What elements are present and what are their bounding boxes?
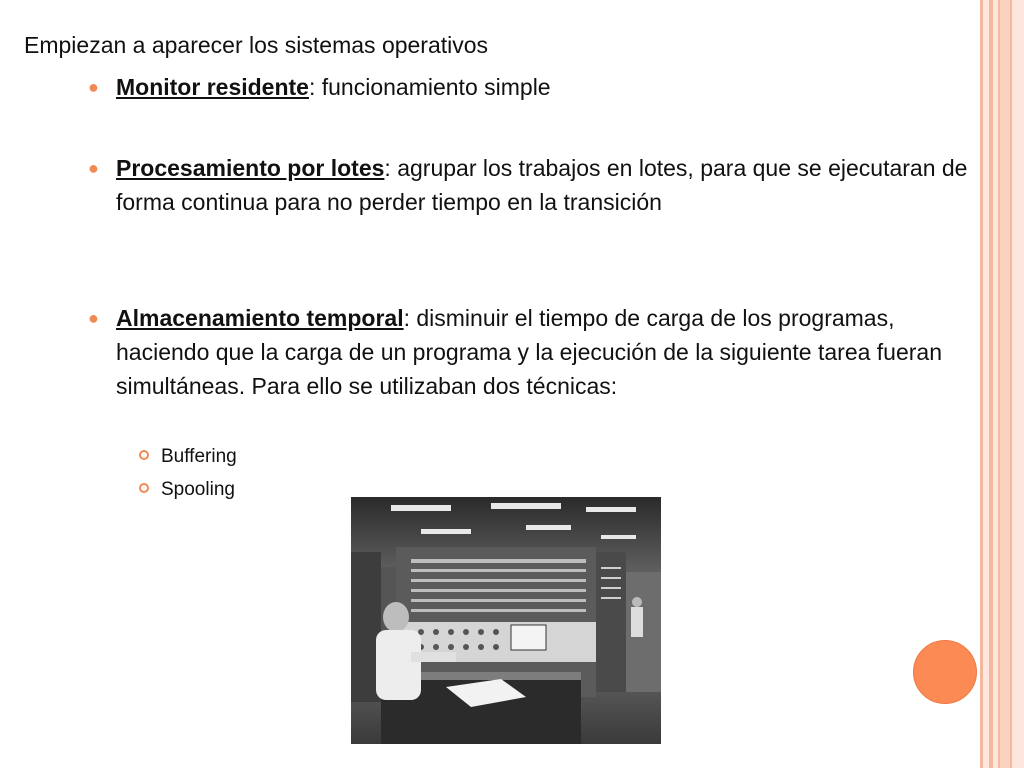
bullet-text: : agrupar los trabajos en lotes, para que se ejecutaran de forma continua para no perder tiempo en la transición	[116, 155, 968, 215]
ring-bullet-icon	[139, 483, 149, 493]
bullet-dot-icon: ●	[88, 308, 99, 328]
bullet-text: : funcionamiento simple	[308, 74, 551, 100]
ring-bullet-icon	[139, 450, 149, 460]
mainframe-computer-photo	[351, 497, 661, 744]
bullet-almacenamiento-temporal	[88, 301, 976, 403]
orange-circle-decoration	[913, 640, 977, 704]
sub-bullet-buffering	[161, 445, 237, 469]
bullet-monitor-residente	[88, 70, 976, 104]
sub-bullet-label: Spooling	[161, 479, 235, 500]
bullet-term: Procesamiento por lotes	[116, 155, 385, 181]
bullet-term: Monitor residente	[116, 74, 309, 100]
intro-text: Empiezan a aparecer los sistemas operativos	[24, 32, 489, 58]
bullet-text: : disminuir el tiempo de carga de los programas, haciendo que la carga de un programa y la ejecución de la siguiente tarea fueran simultáneas. Para ello se utilizaban dos técnicas:	[116, 305, 943, 399]
sub-bullet-spooling	[161, 478, 235, 502]
sub-bullet-label: Buffering	[161, 446, 237, 467]
bullet-dot-icon: ●	[88, 158, 99, 178]
bullet-procesamiento-por-lotes	[88, 151, 976, 219]
bullet-term: Almacenamiento temporal	[116, 305, 404, 331]
bullet-dot-icon: ●	[88, 77, 99, 97]
